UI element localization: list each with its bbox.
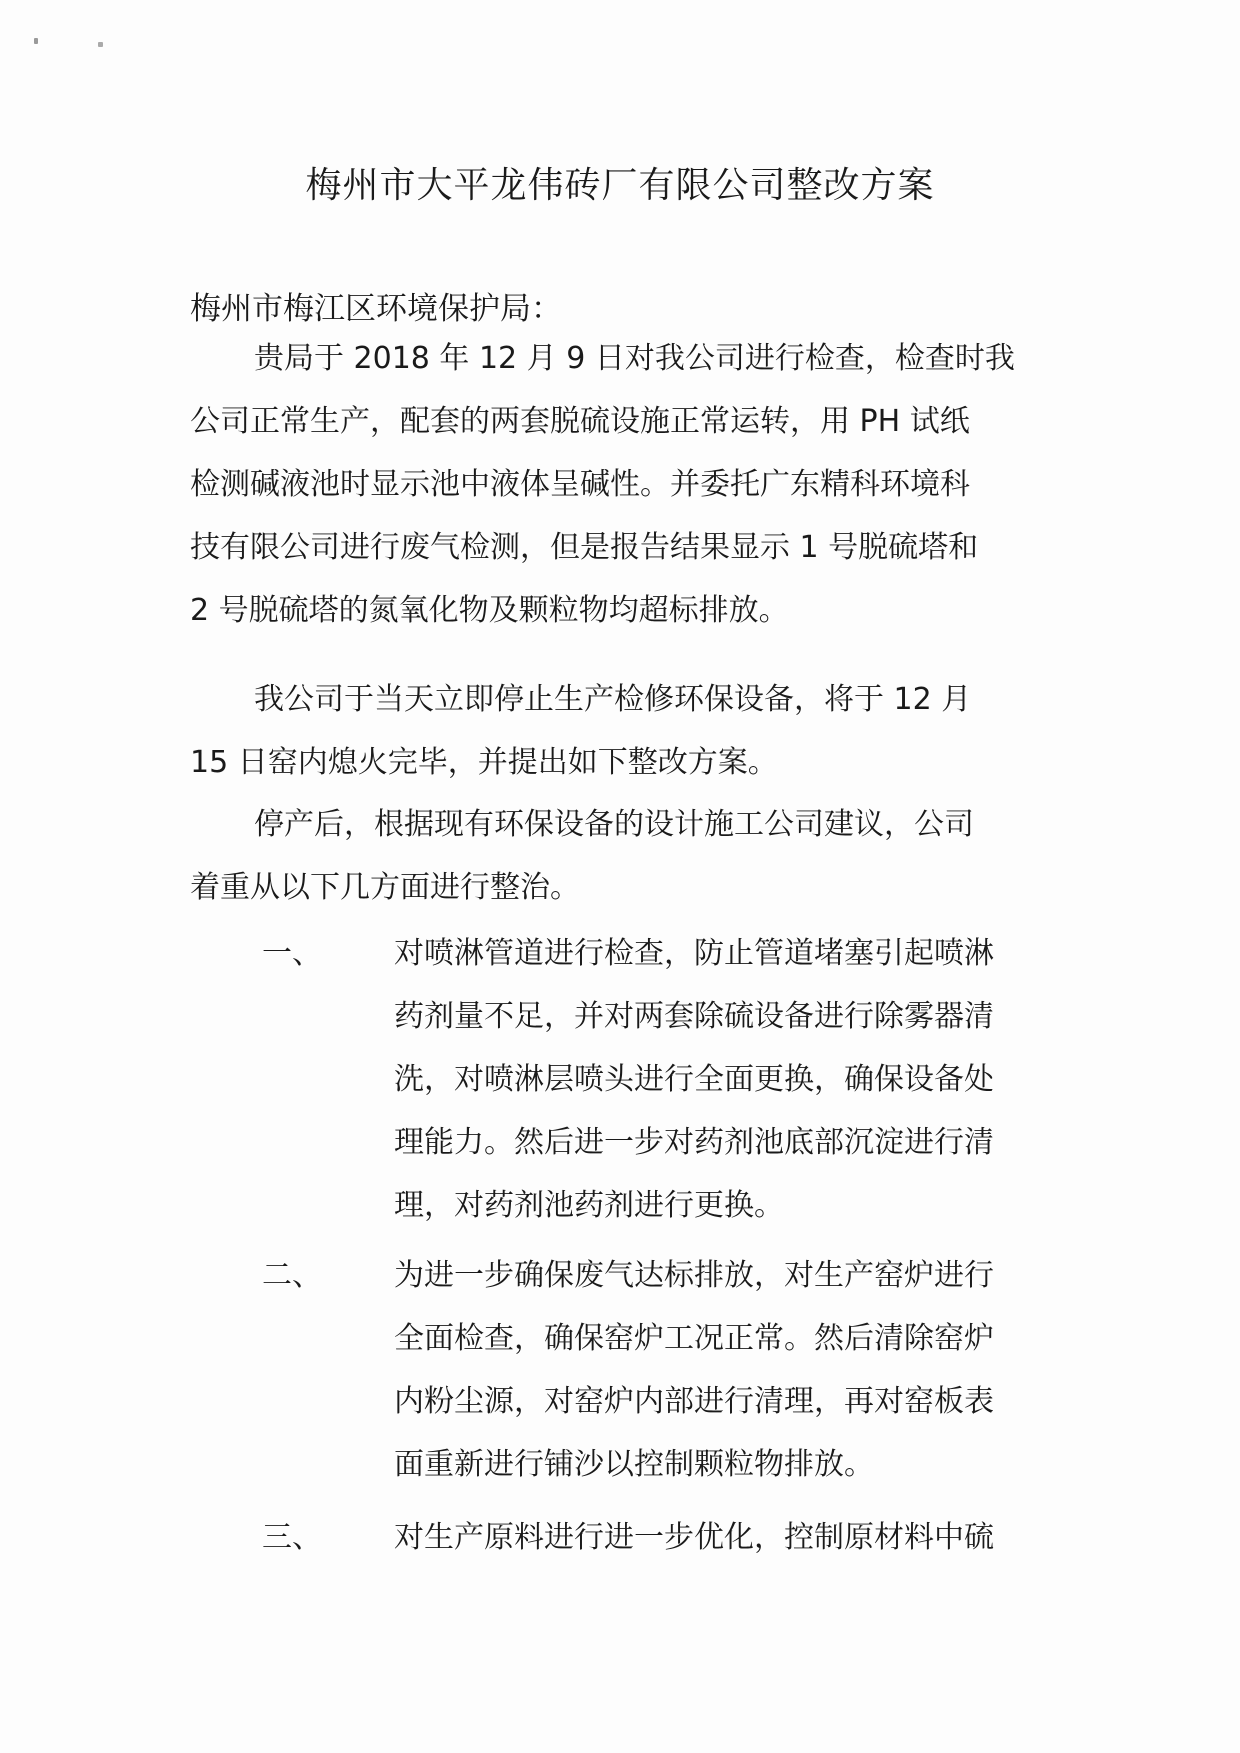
scan-speck	[98, 42, 103, 47]
paragraph-line: 技有限公司进行废气检测，但是报告结果显示 1 号脱硫塔和	[190, 530, 979, 565]
paragraph-plan-intro	[190, 793, 1050, 919]
item-line: 为进一步确保废气达标排放，对生产窑炉进行	[394, 1258, 994, 1293]
item-line: 面重新进行铺沙以控制颗粒物排放。	[394, 1447, 874, 1482]
item-body-2	[394, 1244, 1064, 1496]
paragraph-line: 公司正常生产，配套的两套脱硫设施正常运转，用 PH 试纸	[190, 404, 970, 439]
paragraph-line: 15 日窑内熄火完毕，并提出如下整改方案。	[190, 745, 778, 780]
item-body-1	[394, 922, 1064, 1237]
document-title: 梅州市大平龙伟砖厂有限公司整改方案	[305, 165, 935, 206]
paragraph-line: 我公司于当天立即停止生产检修环保设备，将于 12 月	[254, 682, 972, 717]
item-label-2: 二、	[262, 1258, 322, 1293]
paragraph-line: 着重从以下几方面进行整治。	[190, 870, 580, 905]
paragraph-line: 2 号脱硫塔的氮氧化物及颗粒物均超标排放。	[190, 593, 789, 628]
paragraph-line: 贵局于 2018 年 12 月 9 日对我公司进行检查，检查时我	[254, 341, 1015, 376]
item-line: 全面检查，确保窑炉工况正常。然后清除窑炉	[394, 1321, 994, 1356]
paragraph-line: 检测碱液池时显示池中液体呈碱性。并委托广东精科环境科	[190, 467, 970, 502]
item-line: 内粉尘源，对窑炉内部进行清理，再对窑板表	[394, 1384, 994, 1419]
item-line: 理能力。然后进一步对药剂池底部沉淀进行清	[394, 1125, 994, 1160]
salutation: 梅州市梅江区环境保护局：	[190, 291, 562, 327]
item-line: 对生产原料进行进一步优化，控制原材料中硫	[394, 1520, 994, 1555]
paragraph-shutdown	[190, 668, 1050, 794]
item-line: 洗，对喷淋层喷头进行全面更换，确保设备处	[394, 1062, 994, 1097]
paragraph-inspection	[190, 327, 1050, 642]
paragraph-line: 停产后，根据现有环保设备的设计施工公司建议，公司	[254, 807, 974, 842]
item-line: 药剂量不足，并对两套除硫设备进行除雾器清	[394, 999, 994, 1034]
item-label-1: 一、	[262, 936, 322, 971]
item-label-3: 三、	[262, 1520, 322, 1555]
scan-speck	[34, 38, 38, 44]
item-line: 理，对药剂池药剂进行更换。	[394, 1188, 784, 1223]
item-body-3	[394, 1506, 1064, 1569]
item-line: 对喷淋管道进行检查，防止管道堵塞引起喷淋	[394, 936, 994, 971]
